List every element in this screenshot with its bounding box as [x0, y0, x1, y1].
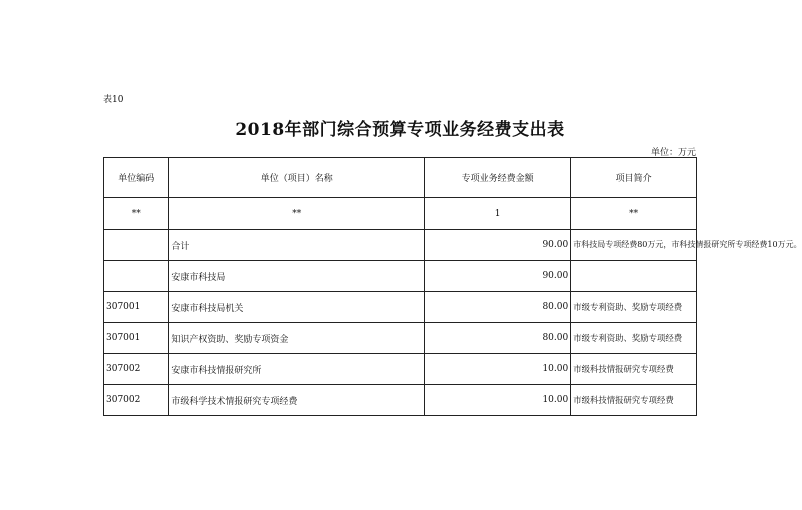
row-code: 307002	[104, 385, 169, 416]
row-amount: 80.00	[425, 292, 571, 323]
row-code	[104, 230, 169, 261]
marker-name: **	[169, 198, 425, 230]
row-name: 知识产权资助、奖励专项资金	[169, 323, 425, 354]
table-row	[104, 354, 697, 385]
table-row	[104, 292, 697, 323]
row-amount: 80.00	[425, 323, 571, 354]
row-code: 307001	[104, 323, 169, 354]
budget-table	[103, 157, 802, 416]
document-title: 2018年部门综合预算专项业务经费支出表	[235, 120, 565, 140]
header-unit-code: 单位编码	[104, 158, 169, 198]
header-unit-name: 单位（项目）名称	[169, 158, 425, 198]
row-amount: 90.00	[425, 261, 571, 292]
row-code: 307002	[104, 354, 169, 385]
row-description: 市级科技情报研究专项经费	[571, 385, 697, 416]
row-amount: 90.00	[425, 230, 571, 261]
row-amount: 10.00	[425, 385, 571, 416]
header-amount: 专项业务经费金额	[425, 158, 571, 198]
table-row	[104, 323, 697, 354]
row-description: 市级专利资助、奖励专项经费	[571, 323, 697, 354]
marker-description: **	[571, 198, 697, 230]
row-description	[571, 261, 697, 292]
table-row-total	[104, 230, 697, 261]
table-header-row	[104, 158, 697, 198]
row-name: 合计	[169, 230, 425, 261]
row-description: 市科技局专项经费80万元，市科技情报研究所专项经费10万元。	[571, 230, 697, 261]
unit-note: 单位：万元	[650, 148, 696, 158]
marker-amount: 1	[425, 198, 571, 230]
row-description: 市级专利资助、奖励专项经费	[571, 292, 697, 323]
row-name: 安康市科技局	[169, 261, 425, 292]
row-code: 307001	[104, 292, 169, 323]
row-amount: 10.00	[425, 354, 571, 385]
table-row	[104, 261, 697, 292]
marker-code: **	[104, 198, 169, 230]
table-row	[104, 385, 697, 416]
row-name: 市级科学技术情报研究专项经费	[169, 385, 425, 416]
marker-row	[104, 198, 697, 230]
header-description: 项目简介	[571, 158, 697, 198]
table-number-label: 表10	[103, 95, 124, 105]
row-code	[104, 261, 169, 292]
row-description: 市级科技情报研究专项经费	[571, 354, 697, 385]
row-name: 安康市科技情报研究所	[169, 354, 425, 385]
row-name: 安康市科技局机关	[169, 292, 425, 323]
